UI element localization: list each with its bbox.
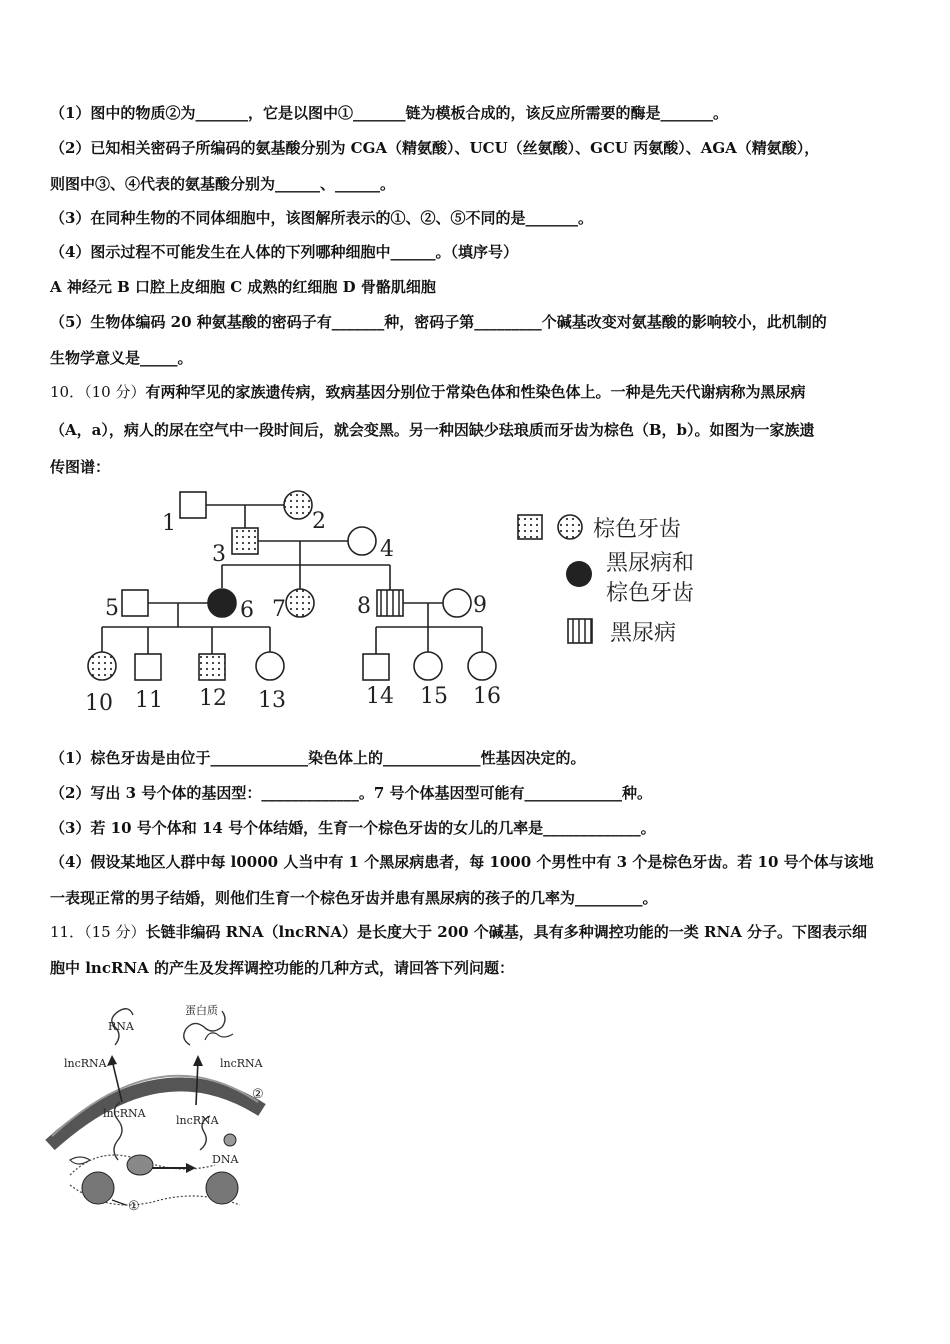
- legend-dotted-circle-icon: [558, 515, 582, 539]
- fig-lncrna-left: lncRNA: [64, 1057, 107, 1070]
- q10-number: 10．: [50, 383, 85, 401]
- label-9: 9: [473, 593, 487, 618]
- q11-stem-line1: [50, 922, 920, 942]
- pedigree-individual-10: [88, 652, 116, 680]
- label-3: 3: [212, 542, 226, 567]
- pedigree-individual-6: [208, 589, 236, 617]
- q11-stem1: 长链非编码 RNA（lncRNA）是长度大于 200 个碱基，具有多种调控功能的一类 RNA 分子。下图表示细: [145, 923, 868, 941]
- pedigree-individual-15: [414, 652, 442, 680]
- label-8: 8: [357, 594, 371, 619]
- q10-sub2: （2）写出 3 号个体的基因型：_____________。7 号个体基因型可能有_____________种。: [50, 784, 652, 802]
- label-12: 12: [199, 686, 227, 711]
- pedigree-legend: [518, 515, 694, 646]
- legend-both-line2: 棕色牙齿: [606, 581, 695, 606]
- label-7: 7: [272, 597, 286, 622]
- pedigree-individual-5: [122, 590, 148, 616]
- label-10: 10: [85, 691, 113, 716]
- q10-sub1: （1）棕色牙齿是由位于_____________染色体上的_____________性基因决定的。: [50, 749, 586, 767]
- q11-score: （15 分）: [84, 923, 146, 941]
- pedigree-individual-13: [256, 652, 284, 680]
- q10-stem-line2: （A，a），病人的尿在空气中一段时间后，就会变黑。另一种因缺少珐琅质而牙齿为棕色（B，b）。如图为一家族遗: [50, 421, 815, 439]
- fig-dna-label: DNA: [212, 1153, 239, 1166]
- chromatin-right: [206, 1172, 238, 1204]
- label-14: 14: [366, 684, 394, 709]
- pedigree-individual-2: [284, 491, 312, 519]
- q11-number: 11．: [50, 923, 85, 941]
- q10-sub4-line1: （4）假设某地区人群中每 l0000 人当中有 1 个黑尿病患者，每 1000 个男性中有 3 个是棕色牙齿。若 10 号个体与该地: [50, 853, 874, 871]
- q9-part2-line2: 则图中③、④代表的氨基酸分别为______、______。: [50, 175, 396, 193]
- label-16: 16: [473, 684, 501, 709]
- q9-part4-options: A 神经元 B 口腔上皮细胞 C 成熟的红细胞 D 骨骼肌细胞: [50, 278, 436, 296]
- pedigree-individual-16: [468, 652, 496, 680]
- chromatin-left: [82, 1172, 114, 1204]
- legend-brown-teeth: 棕色牙齿: [593, 517, 682, 542]
- legend-black-circle-icon: [566, 561, 592, 587]
- q9-part2-line1: （2）已知相关密码子所编码的氨基酸分别为 CGA（精氨酸）、UCU（丝氨酸）、GCU 丙氨酸）、AGA（精氨酸），: [50, 139, 820, 157]
- label-2: 2: [312, 509, 326, 534]
- legend-both-line1: 黑尿病和: [606, 551, 695, 576]
- q9-part5-line2: 生物学意义是_____。: [50, 349, 193, 367]
- pedigree-individual-4: [348, 527, 376, 555]
- pedigree-individual-12: [199, 654, 225, 680]
- fig-rna-label: RNA: [108, 1020, 134, 1033]
- legend-striped-square-icon: [568, 619, 592, 643]
- q10-sub4-line2: 一表现正常的男子结婚，则他们生育一个棕色牙齿并患有黑尿病的孩子的几率为_________。: [50, 889, 658, 907]
- legend-alkaptonuria: 黑尿病: [610, 621, 677, 646]
- q10-sub3: （3）若 10 号个体和 14 号个体结婚，生育一个棕色牙齿的女儿的几率是_____________。: [50, 819, 656, 837]
- q9-part3: （3）在同种生物的不同体细胞中，该图解所表示的①、②、⑤不同的是_______。: [50, 209, 593, 227]
- lncrna-figure: [0, 995, 320, 1220]
- q9-part1: （1）图中的物质②为_______，它是以图中①_______链为模板合成的，该反应所需要的酶是_______。: [50, 104, 728, 122]
- pedigree-individual-9: [443, 589, 471, 617]
- fig-lncrna-mid-right: lncRNA: [176, 1114, 219, 1127]
- fig-lncrna-mid-left: lncRNA: [103, 1107, 146, 1120]
- q10-stem-line1: [50, 382, 920, 402]
- q9-part5-line1: （5）生物体编码 20 种氨基酸的密码子有_______种，密码子第_________个碱基改变对氨基酸的影响较小，此机制的: [50, 313, 827, 331]
- label-1: 1: [162, 511, 176, 536]
- pedigree-chart: [0, 480, 950, 720]
- q9-part4: （4）图示过程不可能发生在人体的下列哪种细胞中______。（填序号）: [50, 243, 518, 261]
- protein-bead: [224, 1134, 236, 1146]
- fig-mark-1: ①: [128, 1199, 140, 1214]
- polymerase: [127, 1155, 153, 1175]
- label-5: 5: [105, 596, 119, 621]
- pedigree-individual-3: [232, 528, 258, 554]
- pedigree-individual-1: [180, 492, 206, 518]
- q10-stem-line3: 传图谱：: [50, 458, 111, 476]
- pedigree-individual-7: [286, 589, 314, 617]
- q10-score: （10 分）: [84, 383, 146, 401]
- label-6: 6: [240, 598, 254, 623]
- pedigree-individual-8: [377, 590, 403, 616]
- q10-stem1: 有两种罕见的家族遗传病，致病基因分别位于常染色体和性染色体上。一种是先天代谢病称为黑尿病: [145, 383, 806, 401]
- label-4: 4: [380, 537, 394, 562]
- label-15: 15: [420, 684, 448, 709]
- q11-stem-line2: 胞中 lncRNA 的产生及发挥调控功能的几种方式，请回答下列问题：: [50, 959, 514, 977]
- label-11: 11: [135, 688, 163, 713]
- fig-mark-2: ②: [252, 1087, 264, 1102]
- fig-protein-label: 蛋白质: [185, 1004, 218, 1017]
- pedigree-individual-11: [135, 654, 161, 680]
- fig-lncrna-right: lncRNA: [220, 1057, 263, 1070]
- pedigree-individual-14: [363, 654, 389, 680]
- label-13: 13: [258, 688, 286, 713]
- legend-dotted-square-icon: [518, 515, 542, 539]
